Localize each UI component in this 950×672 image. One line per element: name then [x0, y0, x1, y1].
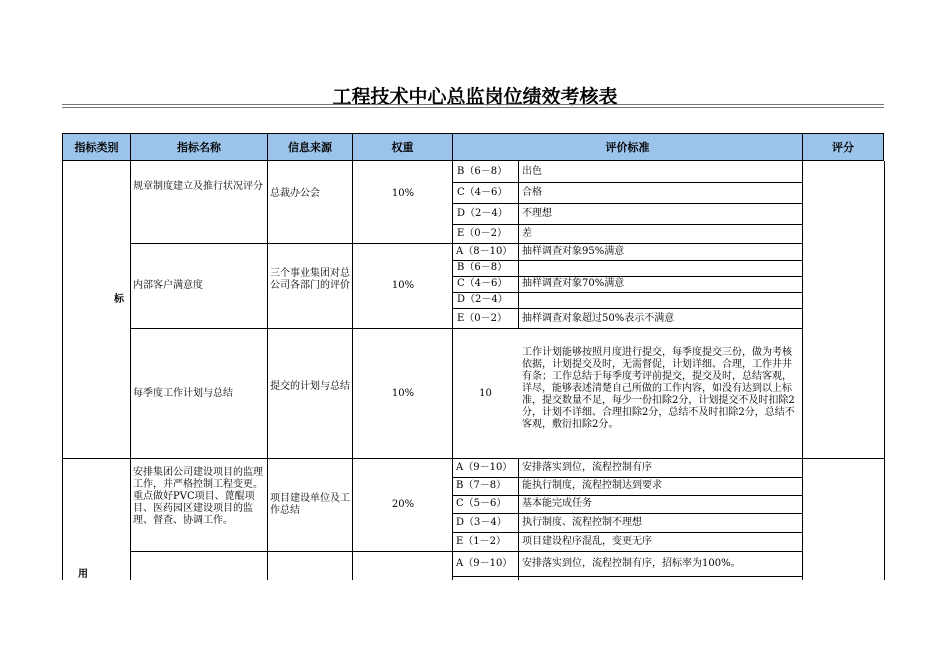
indicator-name: 内部客户满意度	[133, 280, 203, 291]
grid-line	[452, 532, 803, 533]
weight-value: 10%	[391, 280, 415, 291]
criteria-grade: E（1－2）	[456, 536, 507, 547]
grid-line	[452, 576, 803, 577]
grid-line	[452, 224, 803, 225]
weight-value: 20%	[391, 499, 415, 510]
grid-line	[452, 292, 803, 293]
header-weight: 权重	[352, 133, 453, 161]
grid-line	[452, 276, 803, 277]
criteria-grade: D（2－4）	[457, 208, 508, 219]
criteria-desc: 不理想	[522, 208, 552, 219]
criteria-desc: 抽样调查对象超过50%表示不满意	[522, 313, 675, 324]
info-source: 总裁办公会	[270, 188, 320, 199]
weight-value: 10%	[391, 388, 415, 399]
grid-line	[452, 308, 803, 309]
criteria-desc: 抽样调查对象70%满意	[522, 278, 625, 289]
criteria-grade: C（4－6）	[457, 278, 508, 289]
criteria-grade: B（7－8）	[456, 480, 507, 491]
title-underline	[62, 104, 884, 105]
criteria-text: 工作计划能够按照月度进行提交，每季度提交三份，做为考核依据，计划提交及时，无需督促，计划详细、合理，工作井井有条；工作总结于每季度考评前提交，提交及时，总结客观，详尽，能够表述清楚自己所做的工作内容，如没有达到以上标准，提交数量不足，每少一份扣除2分，计划提交不及时扣除2分，计划不详细、合理扣除2分，总结不及时扣除2分，总结不客观，敷衍扣除2分。	[522, 347, 795, 430]
criteria-desc: 安排落实到位，流程控制有序，招标率为100%。	[522, 558, 741, 569]
info-source: 提交的计划与总结	[270, 381, 350, 392]
criteria-grade: B（6－8）	[457, 262, 508, 273]
criteria-desc: 执行制度、流程控制不理想	[522, 517, 642, 528]
grid-line	[452, 182, 803, 183]
grid-line	[62, 458, 885, 459]
indicator-name: 安排集团公司建设项目的监理工作，并严格控制工程变更。重点做好PVC项目、蓖醌项目、医药园区建设项目的监理、督查、协调工作。	[133, 467, 263, 526]
title-underline-double	[62, 107, 884, 108]
criteria-grade: D（2－4）	[457, 294, 508, 305]
grid-line	[62, 161, 63, 580]
grid-line	[130, 161, 131, 580]
criteria-desc: 差	[522, 228, 532, 239]
criteria-grade: A（9－10）	[456, 462, 513, 473]
indicator-name: 规章制度建立及推行状况评分	[133, 181, 263, 192]
criteria-grade: B（6－8）	[457, 166, 508, 177]
grid-line	[267, 161, 268, 580]
criteria-desc: 能执行制度，流程控制达到要求	[522, 480, 662, 491]
score-value: 10	[479, 388, 492, 399]
grid-line	[130, 243, 803, 244]
grid-line	[452, 513, 803, 514]
criteria-desc: 基本能完成任务	[522, 498, 592, 509]
header-indicator-name: 指标名称	[130, 133, 268, 161]
header-criteria: 评价标准	[452, 133, 803, 161]
criteria-desc: 项目建设程序混乱，变更无序	[522, 536, 652, 547]
grid-line	[130, 551, 803, 552]
info-source: 三个事业集团对总公司各部门的评价	[270, 268, 350, 291]
category-label: 标	[114, 294, 124, 305]
grid-line	[884, 161, 885, 580]
criteria-grade: C（5－6）	[456, 498, 507, 509]
grid-line	[452, 495, 803, 496]
grid-line	[352, 161, 353, 580]
category-label: 用	[78, 569, 88, 580]
header-category: 指标类别	[62, 133, 131, 161]
criteria-grade: D（3－4）	[456, 517, 507, 528]
info-source: 项目建设单位及工作总结	[270, 493, 350, 516]
criteria-desc: 出色	[522, 166, 542, 177]
criteria-desc: 合格	[522, 187, 542, 198]
indicator-name: 每季度工作计划与总结	[133, 388, 233, 399]
grid-line	[452, 203, 803, 204]
header-score: 评分	[802, 133, 884, 161]
header-info-source: 信息来源	[267, 133, 353, 161]
grid-line	[452, 260, 803, 261]
page-title: 工程技术中心总监岗位绩效考核表	[332, 86, 618, 108]
grid-line	[452, 477, 803, 478]
criteria-grade: A（8－10）	[456, 246, 513, 257]
criteria-grade: E（0－2）	[457, 313, 508, 324]
grid-line	[518, 161, 519, 328]
criteria-desc: 抽样调查对象95%满意	[522, 246, 625, 257]
criteria-desc: 安排落实到位，流程控制有序	[522, 462, 652, 473]
criteria-grade: C（4－6）	[457, 187, 508, 198]
weight-value: 10%	[391, 188, 415, 199]
grid-line	[130, 328, 803, 329]
criteria-grade: A（9－10）	[456, 558, 513, 569]
criteria-grade: E（0－2）	[457, 228, 508, 239]
